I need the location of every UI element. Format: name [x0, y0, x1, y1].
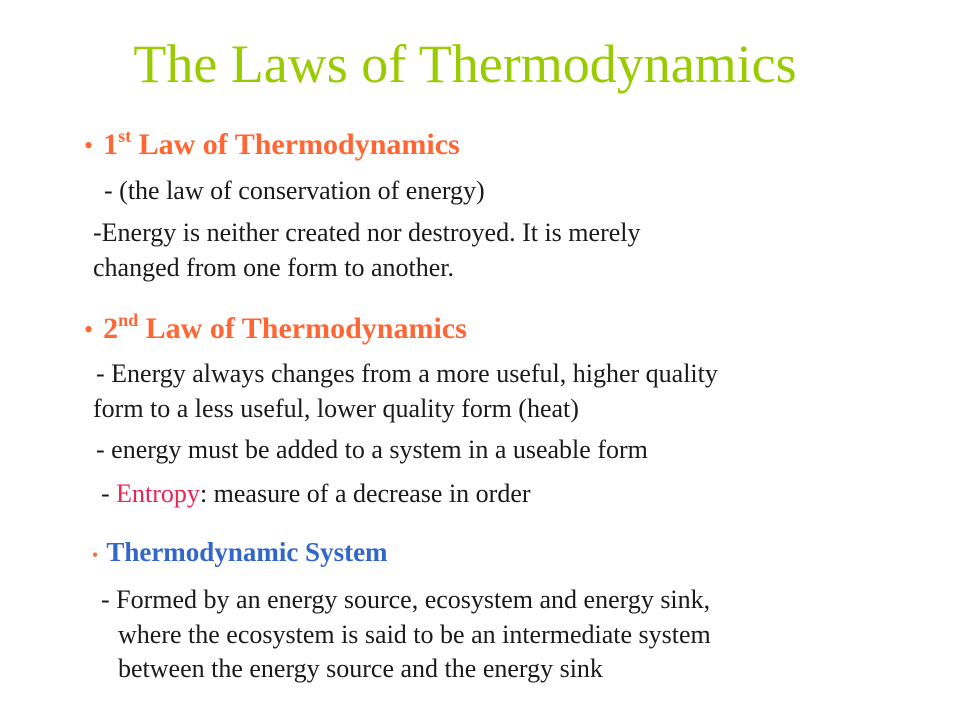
ordinal-suffix: nd — [118, 309, 139, 330]
section-1-line: changed from one form to another. — [93, 253, 454, 282]
law-heading-text: Law of Thermodynamics — [131, 128, 460, 161]
law-number: 1 — [103, 128, 119, 161]
ordinal-suffix: st — [118, 125, 132, 146]
section-3-heading — [92, 534, 388, 573]
law-heading-text: Law of Thermodynamics — [138, 312, 467, 345]
system-heading-text: Thermodynamic System — [106, 537, 388, 567]
section-1-heading — [84, 127, 460, 164]
law-number: 2 — [103, 312, 119, 345]
entropy-term: Entropy — [116, 479, 200, 508]
section-3-line: between the energy source and the energy sink — [118, 654, 603, 683]
section-1-line: - (the law of conservation of energy) — [104, 176, 485, 205]
section-3-line: where the ecosystem is said to be an intermediate system — [118, 620, 711, 649]
entropy-definition: : measure of a decrease in order — [199, 479, 531, 508]
page-title: The Laws of Thermodynamics — [133, 34, 797, 94]
section-2-heading — [84, 311, 467, 348]
section-3-line: - Formed by an energy source, ecosystem and energy sink, — [101, 585, 711, 614]
section-2-line: - Energy always changes from a more useful, higher quality — [96, 359, 718, 388]
bullet-icon: • — [84, 315, 94, 344]
section-1-line: -Energy is neither created nor destroyed. It is merely — [93, 218, 641, 247]
bullet-icon: • — [92, 545, 99, 565]
bullet-icon: • — [84, 131, 94, 160]
entropy-line — [101, 477, 531, 511]
entropy-prefix: - — [101, 479, 117, 508]
section-2-line: - energy must be added to a system in a useable form — [96, 435, 648, 464]
section-2-line: form to a less useful, lower quality form (heat) — [93, 394, 579, 423]
